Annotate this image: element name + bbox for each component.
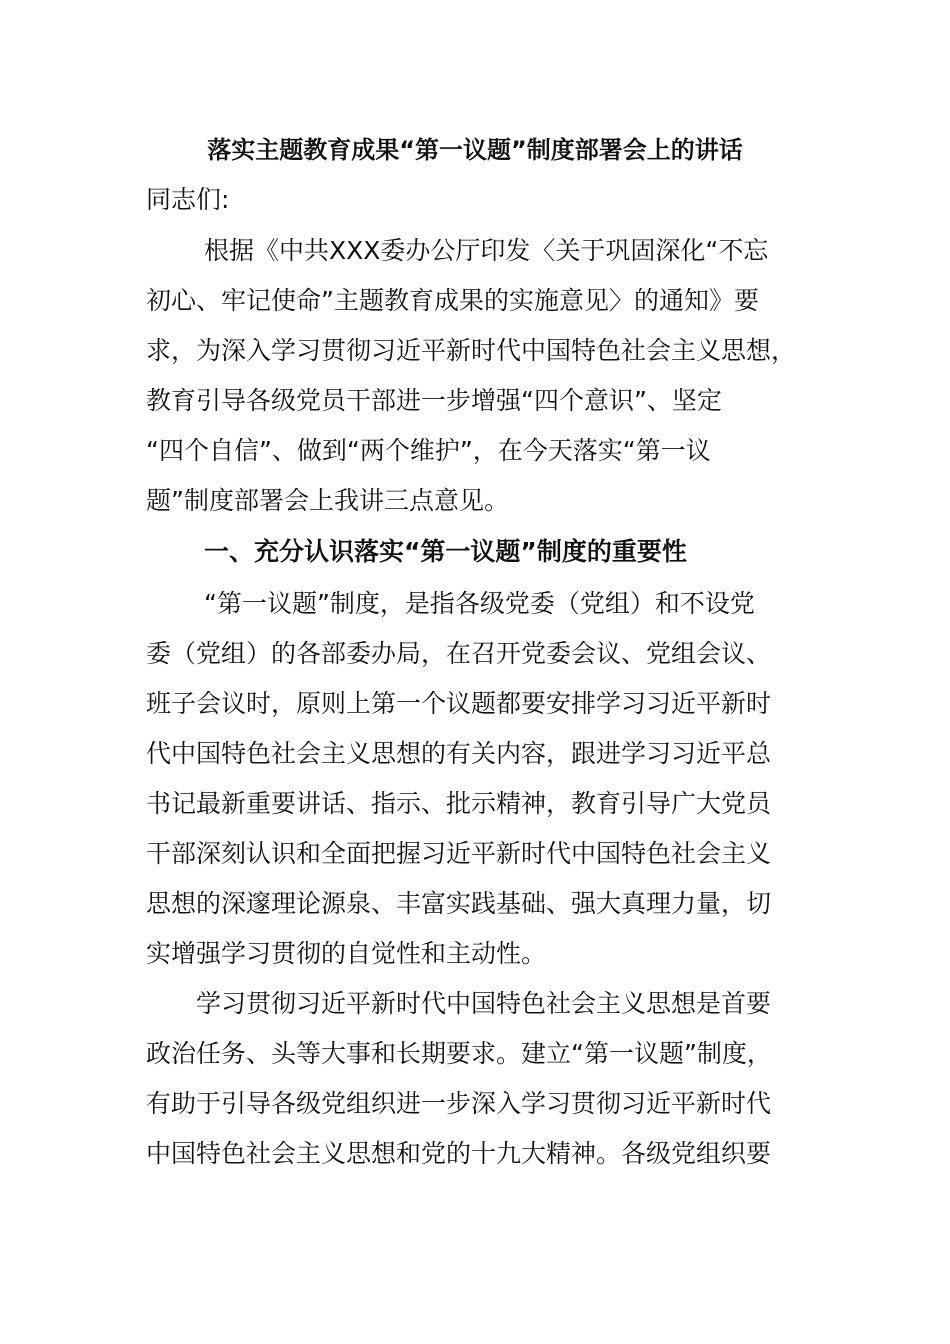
body-line: 求，为深入学习贯彻习近平新时代中国特色社会主义思想， — [146, 336, 797, 365]
section-heading: 一、充分认识落实“第一议题”制度的重要性 — [204, 537, 687, 566]
body-line: 代中国特色社会主义思想的有关内容，跟进学习习近平总 — [146, 739, 772, 768]
body-line: “四个自信”、做到“两个维护”，在今天落实“第一议 — [146, 436, 711, 465]
body-line: 教育引导各级党员干部进一步增强“四个意识”、坚定 — [146, 386, 722, 415]
body-line: 有助于引导各级党组织进一步深入学习贯彻习近平新时代 — [146, 1089, 772, 1118]
body-line: 干部深刻认识和全面把握习近平新时代中国特色社会主义 — [146, 839, 772, 868]
body-line: 初心、牢记使命”主题教育成果的实施意见〉的通知》要 — [146, 286, 759, 315]
body-line: 根据《中共XXX委办公厅印发〈关于巩固深化“不忘 — [204, 236, 769, 265]
body-line: 委（党组）的各部委办局，在召开党委会议、党组会议、 — [146, 639, 772, 668]
body-line: 班子会议时，原则上第一个议题都要安排学习习近平新时 — [146, 689, 772, 718]
body-line: 中国特色社会主义思想和党的十九大精神。各级党组织要 — [146, 1139, 772, 1168]
salutation: 同志们: — [146, 185, 230, 214]
body-line: 实增强学习贯彻的自觉性和主动性。 — [146, 939, 547, 968]
document-title: 落实主题教育成果“第一议题”制度部署会上的讲话 — [207, 136, 743, 164]
body-line: 思想的深邃理论源泉、丰富实践基础、强大真理力量，切 — [146, 889, 772, 918]
body-line: 学习贯彻习近平新时代中国特色社会主义思想是首要 — [196, 989, 772, 1018]
body-line: 政治任务、头等大事和长期要求。建立“第一议题”制度， — [146, 1039, 772, 1068]
body-line: “第一议题”制度，是指各级党委（党组）和不设党 — [204, 589, 755, 618]
body-line: 书记最新重要讲话、指示、批示精神，教育引导广大党员 — [146, 789, 772, 818]
body-line: 题”制度部署会上我讲三点意见。 — [146, 486, 509, 515]
